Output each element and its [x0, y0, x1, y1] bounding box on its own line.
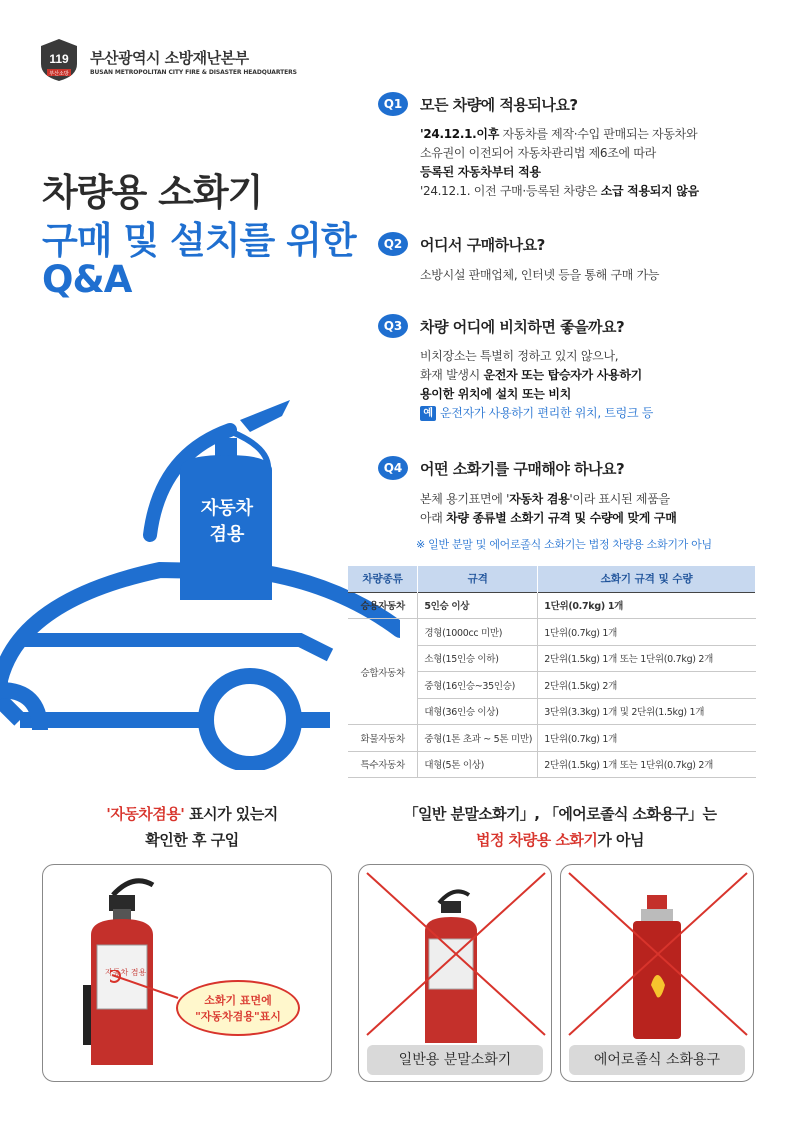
- q4-note: ※ 일반 분말 및 에어로졸식 소화기는 법정 차량용 소화기가 아님: [416, 538, 712, 551]
- table-row: 특수자동차 대형(5톤 이상) 2단위(1.5kg) 1개 또는 1단위(0.7kg) 2개: [348, 751, 756, 778]
- right-caption-line1: 「일반 분말소화기」, 「에어로졸식 소화용구」는: [403, 805, 717, 823]
- q1-title: 모든 차량에 적용되나요?: [420, 96, 578, 114]
- q2-title: 어디서 구매하나요?: [420, 236, 545, 254]
- table-header: 규격: [418, 566, 538, 592]
- aerosol-extinguisher-photo: [560, 864, 754, 1082]
- q2-answer: 소방시설 판매업체, 인터넷 등을 통해 구매 가능: [420, 268, 660, 282]
- page-title-line2: 구매 및 설치를 위한: [42, 219, 356, 262]
- page-title-line3: Q&A: [42, 258, 132, 301]
- powder-extinguisher-caption: 일반용 분말소화기: [367, 1045, 543, 1075]
- q3-title: 차량 어디에 비치하면 좋을까요?: [420, 318, 625, 336]
- table-header-row: [348, 566, 756, 592]
- extinguisher-label: 자동차 겸용: [200, 498, 254, 545]
- powder-extinguisher-photo: [358, 864, 552, 1082]
- fire-department-emblem-icon: [40, 38, 78, 82]
- car-compatible-callout: 소화기 표면에 "자동차겸용"표시: [176, 980, 300, 1036]
- callout-pointer-icon: [110, 970, 180, 1010]
- svg-text:부산소방: 부산소방: [49, 71, 69, 77]
- table-row: 중형(16인승~35인승) 2단위(1.5kg) 2개: [348, 672, 756, 699]
- q1-answer: '24.12.1.이후 자동차를 제작·수입 판매되는 자동차와 소유권이 이전되어 자동차관리법 제6조에 따라 등록된 자동차부터 적용 '24.12.1. 이전 구매·등록된 차량은 소급 적용되지 않음: [420, 127, 699, 198]
- q3-badge: Q3: [378, 314, 408, 338]
- q1-badge: Q1: [378, 92, 408, 116]
- q4-answer: 본체 용기표면에 '자동차 겸용'이라 표시된 제품을 아래 차량 종류별 소화기 규격 및 수량에 맞게 구매: [420, 492, 677, 525]
- extinguisher-spec-table: [348, 566, 756, 778]
- q2-badge: Q2: [378, 232, 408, 256]
- table-row: 화물자동차 중형(1톤 초과 ~ 5톤 미만) 1단위(0.7kg) 1개: [348, 725, 756, 752]
- table-row: 대형(36인승 이상) 3단위(3.3kg) 1개 및 2단위(1.5kg) 1개: [348, 698, 756, 725]
- car-extinguisher-photo: [42, 864, 332, 1082]
- example-badge: 예: [420, 406, 436, 421]
- table-row: 승용자동차 5인승 이상 1단위(0.7kg) 1개: [348, 592, 756, 619]
- q4-title: 어떤 소화기를 구매해야 하나요?: [420, 460, 625, 478]
- right-caption-line2: 법정 차량용 소화기가 아님: [475, 831, 645, 849]
- svg-text:119: 119: [49, 52, 69, 66]
- aerosol-extinguisher-caption: 에어로졸식 소화용구: [569, 1045, 745, 1075]
- org-name-english: BUSAN METROPOLITAN CITY FIRE & DISASTER HEADQUARTERS: [90, 69, 297, 76]
- table-row: 승합자동차 경형(1000cc 미만) 1단위(0.7kg) 1개: [348, 619, 756, 646]
- table-row: 소형(15인승 이하) 2단위(1.5kg) 1개 또는 1단위(0.7kg) 2개: [348, 645, 756, 672]
- car-extinguisher-illustration: [0, 370, 400, 770]
- q3-answer: 비치장소는 특별히 정하고 있지 않으나, 화재 발생시 운전자 또는 탑승자가 사용하기 용이한 위치에 설치 또는 비치 예 운전자가 사용하기 편리한 위치, 트렁크 등: [420, 349, 654, 420]
- table-header: 차량종류: [348, 566, 418, 592]
- q4-badge: Q4: [378, 456, 408, 480]
- red-extinguisher-icon: [43, 865, 332, 1082]
- page-title-line1: 차량용 소화기: [42, 171, 263, 214]
- svg-text:자동차 겸용: 자동차 겸용: [105, 968, 147, 977]
- table-header: 소화기 규격 및 수량: [538, 566, 756, 592]
- org-name: 부산광역시 소방재난본부: [90, 49, 249, 67]
- left-caption-line1: '자동차겸용' 표시가 있는지: [106, 805, 278, 823]
- left-caption-line2: 확인한 후 구입: [145, 831, 239, 849]
